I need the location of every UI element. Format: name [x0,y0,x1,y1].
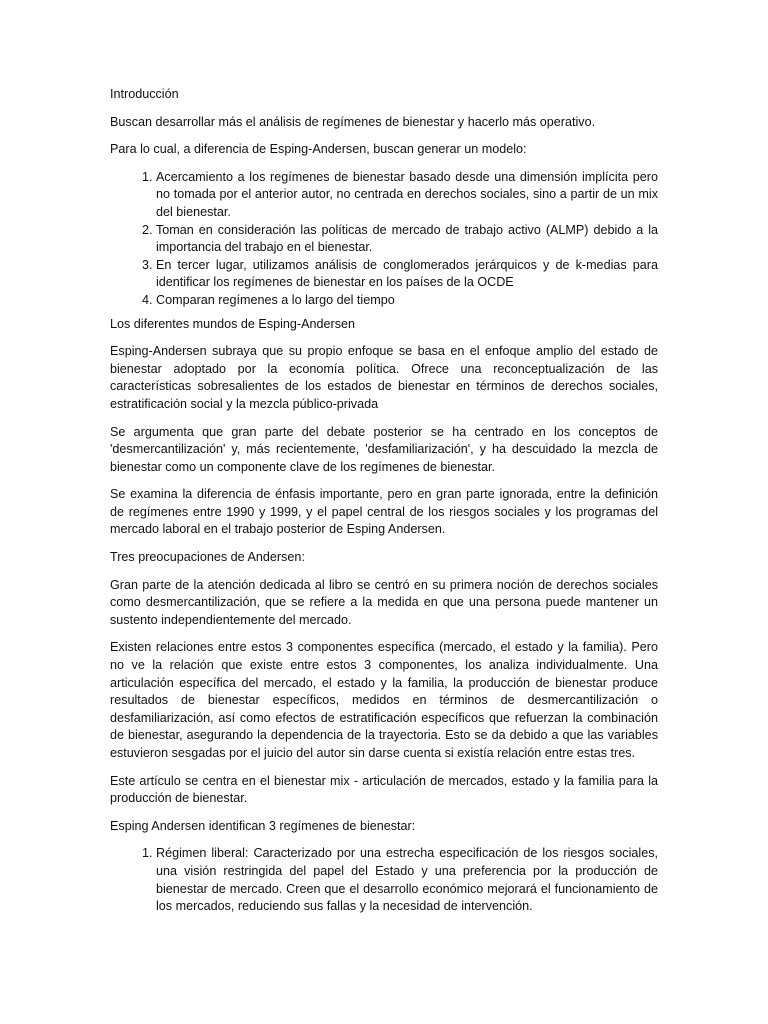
model-list-item: 3. En tercer lugar, utilizamos análisis de conglomerados jerárquicos y de k-medias para identificar los regímenes de bienestar en los países de la OCDE [156,257,658,292]
regimes-intro: Esping Andersen identifican 3 regímenes de bienestar: [110,818,416,833]
intro-paragraph-2: Para lo cual, a diferencia de Esping-Andersen, buscan generar un modelo: [110,142,527,157]
worlds-paragraph-2: Se argumenta que gran parte del debate posterior se ha centrado en los conceptos de 'desmercantilización' y, más recientemente, 'desfamiliarización', y ha descuidado la mezcla de bienestar como un componente clave de los regímenes de bienestar. [110,424,658,474]
regimes-list-item: 1. Régimen liberal: Caracterizado por una estrecha especificación de los riesgos sociales, una visión restringida del papel del Estado y una preferencia por la producción de bienestar de mercado. Creen que el desarrollo económico mejorará el funcionamiento de los mercados, reduciendo sus fallas y la necesidad de intervención. [156,845,658,915]
document-page [110,86,658,916]
intro-heading: Introducción [110,87,179,101]
regimes-list [110,845,658,915]
model-list [110,169,658,310]
concerns-paragraph-1: Gran parte de la atención dedicada al libro se centró en su primera noción de derechos sociales como desmercantilización, que se refiere a la medida en que una persona puede mantener un sustento independientemente del mercado. [110,577,658,627]
worlds-paragraph-1: Esping-Andersen subraya que su propio enfoque se basa en el enfoque amplio del estado de bienestar adoptado por la economía política. Ofrece una reconceptualización de las características sobresalientes de los estados de bienestar en términos de derechos sociales, estratificación social y la mezcla público-privada [110,344,658,411]
concerns-paragraph-2: Existen relaciones entre estos 3 componentes específica (mercado, el estado y la familia). Pero no ve la relación que existe entre estos 3 componentes, los analiza individualmente. Una articulación específica del mercado, el estado y la familia, la producción de bienestar produce resultados de bienestar específicos, medidos en términos de desmercantilización o desfamiliarización, así como efectos de estratificación específicos que refuerzan la combinación de bienestar, asegurando la dependencia de la trayectoria. Esto se da debido a que las variables estuvieron sesgadas por el juicio del autor sin darse cuenta si existía relación entre estas tres. [110,640,658,760]
model-list-item: 2. Toman en consideración las políticas de mercado de trabajo activo (ALMP) debido a la importancia del trabajo en el bienestar. [156,222,658,257]
worlds-heading: Los diferentes mundos de Esping-Andersen [110,316,356,331]
model-list-item: 1. Acercamiento a los regímenes de bienestar basado desde una dimensión implícita pero no tomada por el anterior autor, no centrada en derechos sociales, sino a partir de un mix del bienestar. [156,169,658,222]
concerns-heading: Tres preocupaciones de Andersen: [110,550,305,565]
worlds-paragraph-3: Se examina la diferencia de énfasis importante, pero en gran parte ignorada, entre la definición de regímenes entre 1990 y 1999, y el papel central de los riesgos sociales y los programas del mercado laboral en el trabajo posterior de Esping Andersen. [110,487,658,537]
model-list-item: 4. Comparan regímenes a lo largo del tiempo [156,292,658,310]
intro-paragraph-1: Buscan desarrollar más el análisis de regímenes de bienestar y hacerlo más operativo. [110,114,596,129]
concerns-paragraph-3: Este artículo se centra en el bienestar mix - articulación de mercados, estado y la familia para la producción de bienestar. [110,773,658,806]
